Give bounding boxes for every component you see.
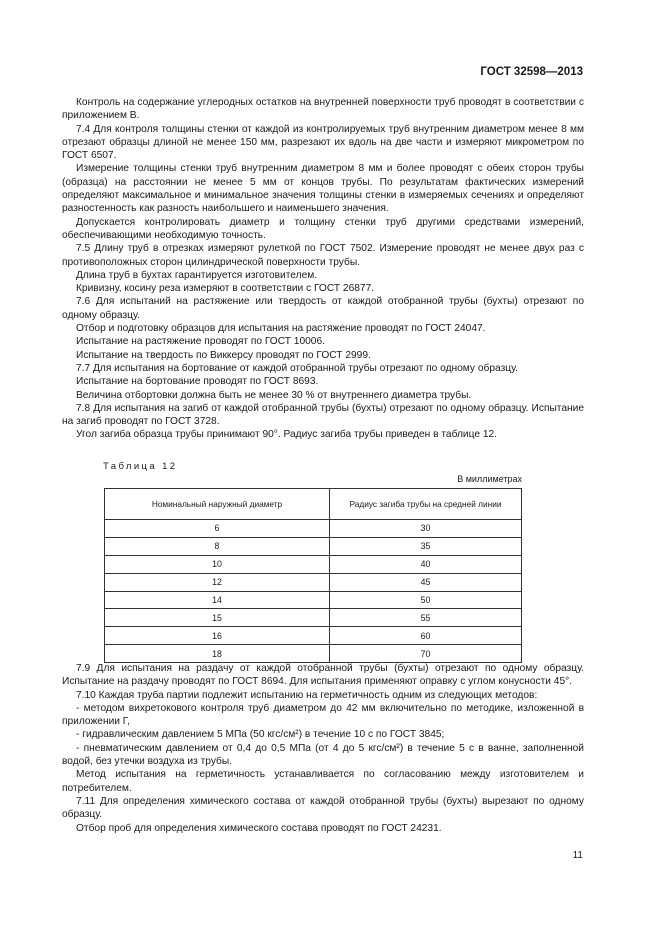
list-item: - пневматическим давлением от 0,4 до 0,5 МПа (от 4 до 5 кгс/см²) в течение 5 с в ванне, заполненной водой, без утечки воздуха из трубы. — [62, 742, 584, 768]
table-cell: 35 — [330, 537, 522, 555]
table-cell: 8 — [105, 537, 330, 555]
paragraph: 7.10 Каждая труба партии подлежит испытанию на герметичность одним из следующих методов: — [76, 689, 538, 701]
paragraph: 7.11 Для определения химического состава от каждой отобранной трубы (бухты) вырезают по одному образцу. — [62, 795, 584, 821]
paragraph: Отбор и подготовку образцов для испытания на растяжение проводят по ГОСТ 24047. — [76, 323, 486, 335]
table-cell: 16 — [105, 627, 330, 645]
table-row — [105, 555, 522, 573]
table-cell: 6 — [105, 520, 330, 538]
table-cell: 15 — [105, 609, 330, 627]
paragraph: Измерение толщины стенки труб внутренним диаметром 8 мм и более проводят с обеих сторон трубы (образца) на расстоянии не менее 5 мм от концов трубы. По результатам фактических измерений определяют максимальное и минимальное значения толщины стенки в измеряемых сечениях и определяют разностенность как разность наибольшего и наименьшего значения. — [62, 163, 584, 215]
table-caption: Таблица 12 — [103, 461, 178, 472]
paragraph: Величина отбортовки должна быть не менее 30 % от внутреннего диаметра трубы. — [76, 389, 472, 401]
table-cell: 10 — [105, 555, 330, 573]
table-cell: 45 — [330, 573, 522, 591]
paragraph: Угол загиба образца трубы принимают 90°. Радиус загиба трубы приведен в таблице 12. — [76, 429, 497, 441]
table-cell: 55 — [330, 609, 522, 627]
paragraph: Кривизну, косину реза измеряют в соответствии с ГОСТ 26877. — [76, 283, 375, 295]
table-row — [105, 591, 522, 609]
table-cell: 50 — [330, 591, 522, 609]
table-cell: 18 — [105, 645, 330, 663]
paragraph: 7.8 Для испытания на загиб от каждой отобранной трубы (бухты) отрезают по одному образцу. Испытание на загиб проводят по ГОСТ 3728. — [62, 402, 584, 428]
table-row — [105, 609, 522, 627]
table-row — [105, 573, 522, 591]
table-cell: 40 — [330, 555, 522, 573]
table-cell: 14 — [105, 591, 330, 609]
table-cell: 60 — [330, 627, 522, 645]
column-header: Радиус загиба трубы на средней линии — [330, 489, 522, 520]
paragraph: 7.5 Длину труб в отрезках измеряют рулеткой по ГОСТ 7502. Измерение проводят не менее двух раз с противоположных сторон цилиндрической поверхности трубы. — [62, 243, 584, 268]
body-text-bottom — [62, 662, 584, 835]
paragraph: Длина труб в бухтах гарантируется изготовителем. — [76, 269, 318, 281]
page-number: 11 — [572, 850, 583, 861]
table-row — [105, 537, 522, 555]
paragraph: 7.4 Для контроля толщины стенки от каждой из контролируемых труб внутренним диаметром менее 8 мм отрезают образцы длиной не менее 150 мм, разрезают их вдоль на две части и измеряют микрометром по ГОСТ 6507. — [62, 123, 584, 162]
paragraph: 7.6 Для испытаний на растяжение или твердость от каждой отобранной трубы (бухты) отрезают по одному образцу. — [62, 296, 584, 321]
table-cell: 12 — [105, 573, 330, 591]
column-header: Номинальный наружный диаметр — [105, 489, 330, 520]
table-unit-label: В миллиметрах — [457, 474, 522, 484]
table-header-row — [105, 489, 522, 520]
table-row — [105, 627, 522, 645]
table-cell: 70 — [330, 645, 522, 663]
paragraph: 7.7 Для испытания на бортование от каждой отобранной трубы отрезают по одному образцу. — [76, 362, 518, 374]
table-row — [105, 645, 522, 663]
list-item: - методом вихретокового контроля труб диаметром до 42 мм включительно по методике, изложенной в приложении Г, — [62, 702, 584, 728]
paragraph: Испытание на твердость по Виккерсу проводят по ГОСТ 2999. — [76, 349, 371, 361]
list-item: - гидравлическим давлением 5 МПа (50 кгс/см²) в течение 10 с по ГОСТ 3845; — [76, 729, 445, 741]
paragraph: Испытание на растяжение проводят по ГОСТ 10006. — [76, 336, 325, 348]
paragraph: Испытание на бортование проводят по ГОСТ 8693. — [76, 376, 319, 388]
paragraph: Метод испытания на герметичность устанавливается по согласованию между изготовителем и потребителем. — [62, 769, 584, 794]
paragraph: 7.9 Для испытания на раздачу от каждой отобранной трубы (бухты) отрезают по одному образцу. Испытание на раздачу проводят по ГОСТ 8694. Для испытания применяют оправку с углом конусности 45°. — [62, 663, 584, 688]
paragraph: Допускается контролировать диаметр и толщину стенки труб другими средствами измерений, обеспечивающими необходимую точность. — [62, 216, 584, 241]
table-row — [105, 520, 522, 538]
table-cell: 30 — [330, 520, 522, 538]
bend-radius-table — [104, 488, 522, 663]
body-text-top — [62, 96, 584, 442]
paragraph: Отбор проб для определения химического состава проводят по ГОСТ 24231. — [76, 822, 442, 834]
document-header: ГОСТ 32598—2013 — [480, 66, 583, 78]
paragraph: Контроль на содержание углеродных остатков на внутренней поверхности труб проводят в соответствии с приложением В. — [62, 97, 584, 122]
